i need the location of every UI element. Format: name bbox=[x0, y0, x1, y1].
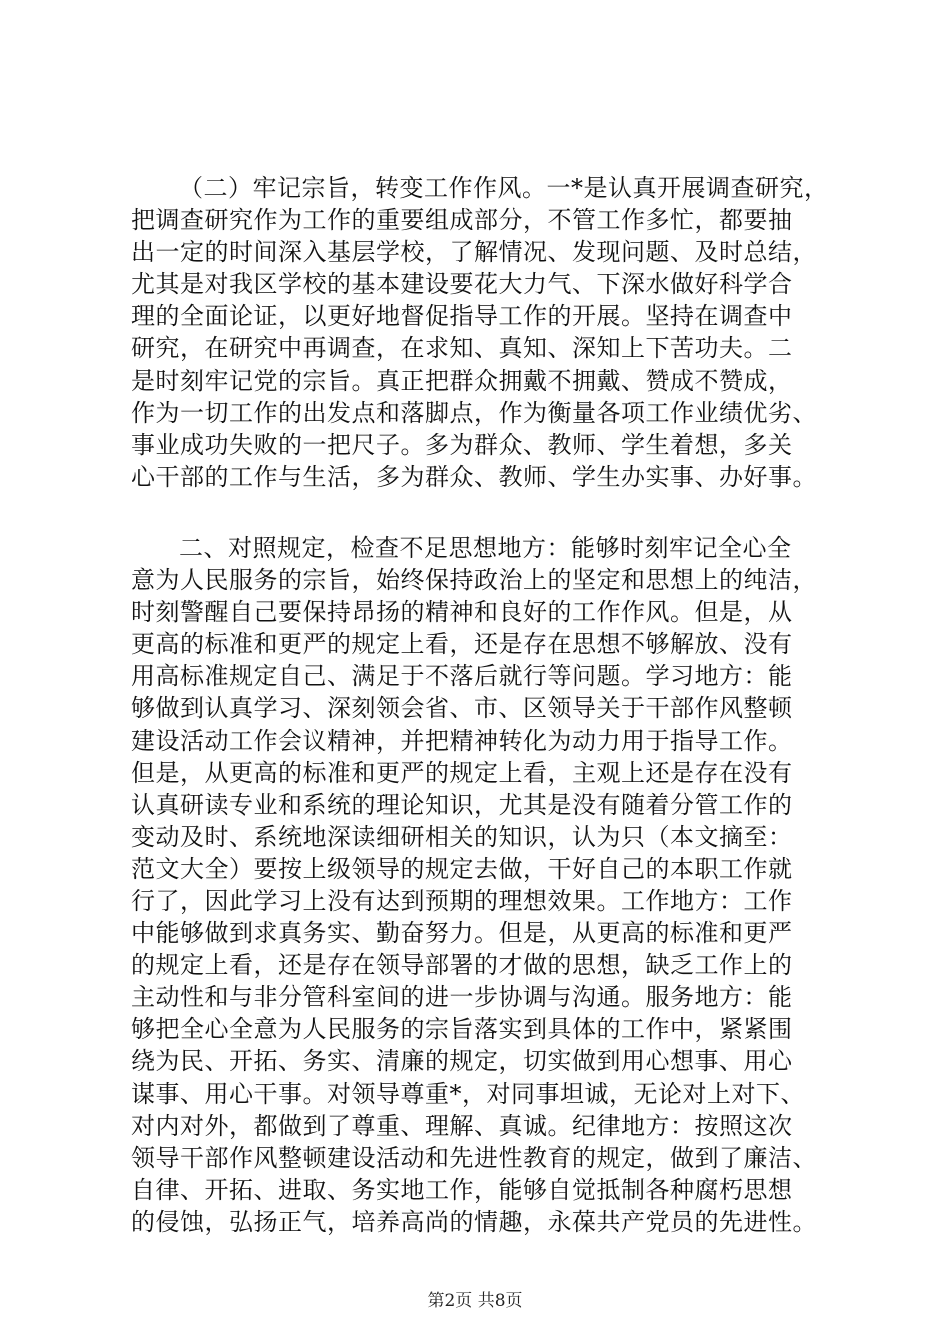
text-line: 意为人民服务的宗旨，始终保持政治上的坚定和思想上的纯洁， bbox=[131, 566, 817, 595]
text-line: 够把全心全意为人民服务的宗旨落实到具体的工作中，紧紧围 bbox=[131, 1015, 793, 1044]
text-line: 行了，因此学习上没有达到预期的理想效果。工作地方：工作 bbox=[131, 886, 793, 915]
text-line: 时刻警醒自己要保持昂扬的精神和良好的工作作风。但是，从 bbox=[131, 598, 793, 627]
text-line: 二、对照规定，检查不足思想地方：能够时刻牢记全心全 bbox=[179, 533, 792, 562]
text-line: 绕为民、开拓、务实、清廉的规定，切实做到用心想事、用心 bbox=[131, 1047, 793, 1076]
text-line: （二）牢记宗旨，转变工作作风。一*是认真开展调查研究， bbox=[179, 174, 829, 202]
paragraph-check-shortcomings bbox=[131, 532, 851, 1238]
text-line: 的规定上看，还是存在领导部署的才做的思想，缺乏工作上的 bbox=[131, 951, 793, 980]
paragraph-remember-purpose bbox=[131, 172, 851, 493]
text-line: 尤其是对我区学校的基本建设要花大力气、下深水做好科学合 bbox=[131, 270, 793, 299]
text-line: 研究，在研究中再调查，在求知、真知、深知上下苦功夫。二 bbox=[131, 334, 793, 363]
text-line: 是时刻牢记党的宗旨。真正把群众拥戴不拥戴、赞成不赞成， bbox=[131, 366, 793, 395]
text-line: 对内对外，都做到了尊重、理解、真诚。纪律地方：按照这次 bbox=[131, 1111, 793, 1140]
text-line: 谋事、用心干事。对领导尊重*，对同事坦诚，无论对上对下、 bbox=[131, 1079, 805, 1108]
text-line: 出一定的时间深入基层学校，了解情况、发现问题、及时总结， bbox=[131, 238, 817, 267]
text-line: 中能够做到求真务实、勤奋努力。但是，从更高的标准和更严 bbox=[131, 919, 793, 948]
text-line: 用高标准规定自己、满足于不落后就行等问题。学习地方：能 bbox=[131, 662, 793, 691]
paragraph-spacer bbox=[131, 493, 851, 532]
text-line: 理的全面论证，以更好地督促指导工作的开展。坚持在调查中 bbox=[131, 302, 793, 331]
text-line: 够做到认真学习、深刻领会省、市、区领导关于干部作风整顿 bbox=[131, 694, 793, 723]
text-line: 自律、开拓、进取、务实地工作，能够自觉抵制各种腐朽思想 bbox=[131, 1175, 793, 1204]
text-line: 领导干部作风整顿建设活动和先进性教育的规定，做到了廉洁、 bbox=[131, 1143, 817, 1172]
text-line: 变动及时、系统地深读细研相关的知识，认为只（本文摘至： bbox=[131, 822, 793, 851]
text-line: 范文大全）要按上级领导的规定去做，干好自己的本职工作就 bbox=[131, 854, 793, 883]
document-body bbox=[131, 172, 851, 1238]
text-line: 作为一切工作的出发点和落脚点，作为衡量各项工作业绩优劣、 bbox=[131, 398, 817, 427]
text-line: 认真研读专业和系统的理论知识，尤其是没有随着分管工作的 bbox=[131, 790, 793, 819]
page-number-footer: 第2页 共8页 bbox=[427, 1291, 523, 1311]
text-line: 更高的标准和更严的规定上看，还是存在思想不够解放、没有 bbox=[131, 630, 793, 659]
text-line: 的侵蚀，弘扬正气，培养高尚的情趣，永葆共产党员的先进性。 bbox=[131, 1207, 817, 1236]
text-line: 事业成功失败的一把尺子。多为群众、教师、学生着想，多关 bbox=[131, 430, 793, 459]
text-line: 建设活动工作会议精神，并把精神转化为动力用于指导工作。 bbox=[131, 726, 793, 755]
text-line: 但是，从更高的标准和更严的规定上看，主观上还是存在没有 bbox=[131, 758, 793, 787]
text-line: 把调查研究作为工作的重要组成部分，不管工作多忙，都要抽 bbox=[131, 206, 793, 235]
text-line: 主动性和与非分管科室间的进一步协调与沟通。服务地方：能 bbox=[131, 983, 793, 1012]
text-line: 心干部的工作与生活，多为群众、教师、学生办实事、办好事。 bbox=[131, 462, 817, 491]
